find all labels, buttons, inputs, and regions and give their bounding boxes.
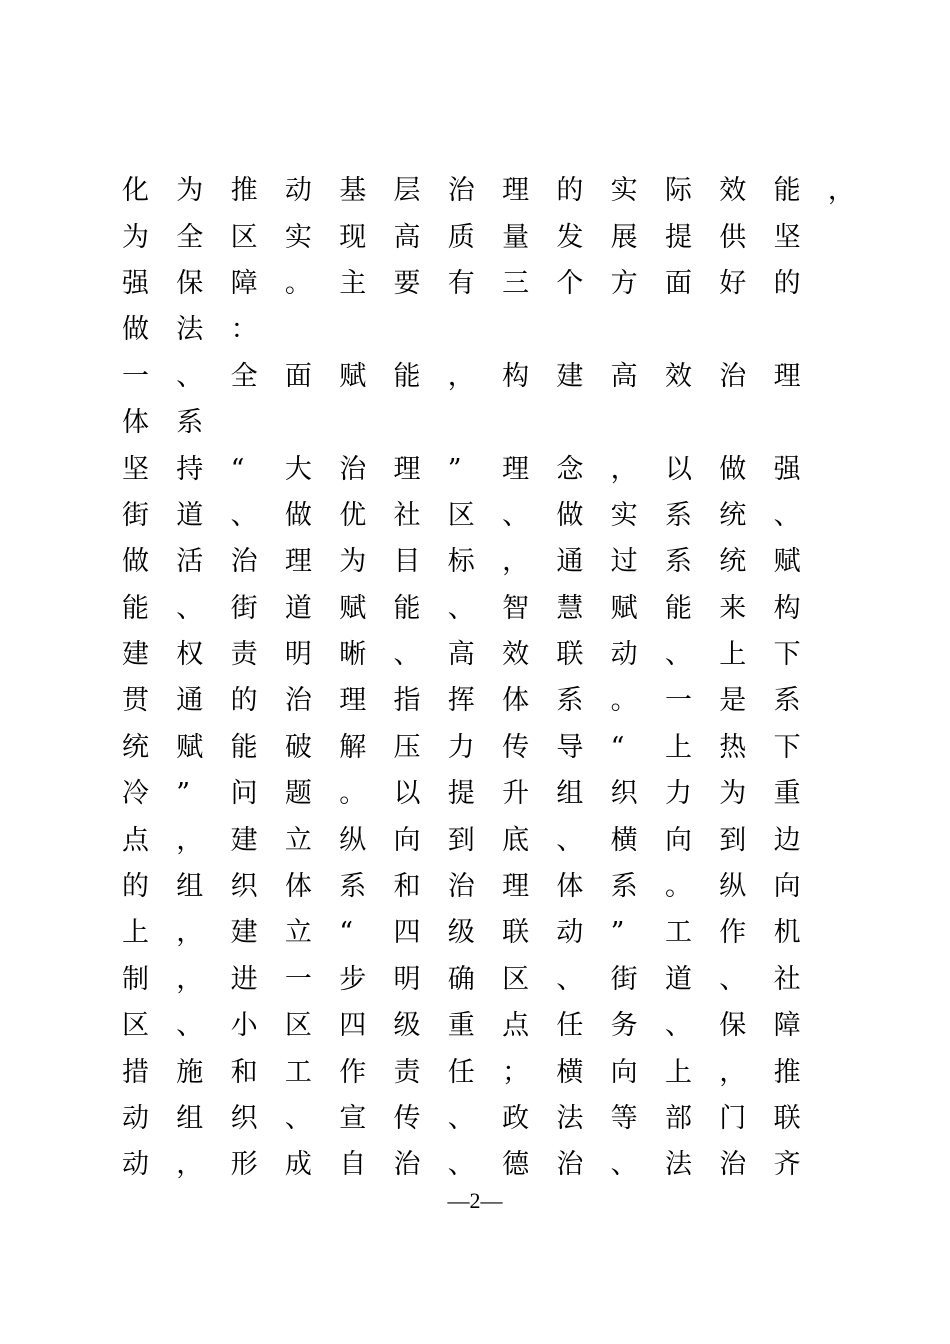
page-number: —2— bbox=[447, 1188, 503, 1213]
text-line: 建 权 责 明 晰 、 高 效 联 动 、 上 下 bbox=[122, 639, 801, 671]
text-line: 措 施 和 工 作 责 任 ； 横 向 上 ， 推 bbox=[122, 1056, 801, 1088]
text-line: 做 法 ： bbox=[122, 314, 258, 346]
text-line: 冷 ” 问 题 。 以 提 升 组 织 力 为 重 bbox=[122, 778, 801, 810]
text-line: 体 系 bbox=[122, 407, 204, 439]
body-text bbox=[118, 168, 858, 1189]
text-line: 坚 持 “ 大 治 理 ” 理 念 ， 以 做 强 bbox=[122, 453, 801, 485]
text-line: 为 全 区 实 现 高 质 量 发 展 提 供 坚 bbox=[122, 221, 801, 253]
text-line: 能 、 街 道 赋 能 、 智 慧 赋 能 来 构 bbox=[122, 592, 801, 624]
text-line: 街 道 、 做 优 社 区 、 做 实 系 统 、 bbox=[122, 499, 801, 531]
text-line: 点 ， 建 立 纵 向 到 底 、 横 向 到 边 bbox=[122, 824, 801, 856]
text-line: 的 组 织 体 系 和 治 理 体 系 。 纵 向 bbox=[122, 871, 801, 903]
text-line: 统 赋 能 破 解 压 力 传 导 “ 上 热 下 bbox=[122, 731, 801, 763]
text-line: 强 保 障 。 主 要 有 三 个 方 面 好 的 bbox=[122, 267, 801, 299]
text-line: 一 、 全 面 赋 能 ， 构 建 高 效 治 理 bbox=[122, 360, 801, 392]
text-line: 化 为 推 动 基 层 治 理 的 实 际 效 能 ， bbox=[122, 175, 855, 207]
text-line: 制 ， 进 一 步 明 确 区 、 街 道 、 社 bbox=[122, 963, 801, 995]
text-line: 上 ， 建 立 “ 四 级 联 动 ” 工 作 机 bbox=[122, 917, 801, 949]
text-line: 区 、 小 区 四 级 重 点 任 务 、 保 障 bbox=[122, 1010, 801, 1042]
text-line: 动 组 织 、 宣 传 、 政 法 等 部 门 联 bbox=[122, 1103, 801, 1134]
text-line: 做 活 治 理 为 目 标 ， 通 过 系 统 赋 bbox=[122, 546, 801, 578]
text-line: 贯 通 的 治 理 指 挥 体 系 。 一 是 系 bbox=[122, 685, 801, 717]
text-line: 动 ， 形 成 自 治 、 德 治 、 法 治 齐 bbox=[122, 1149, 801, 1181]
